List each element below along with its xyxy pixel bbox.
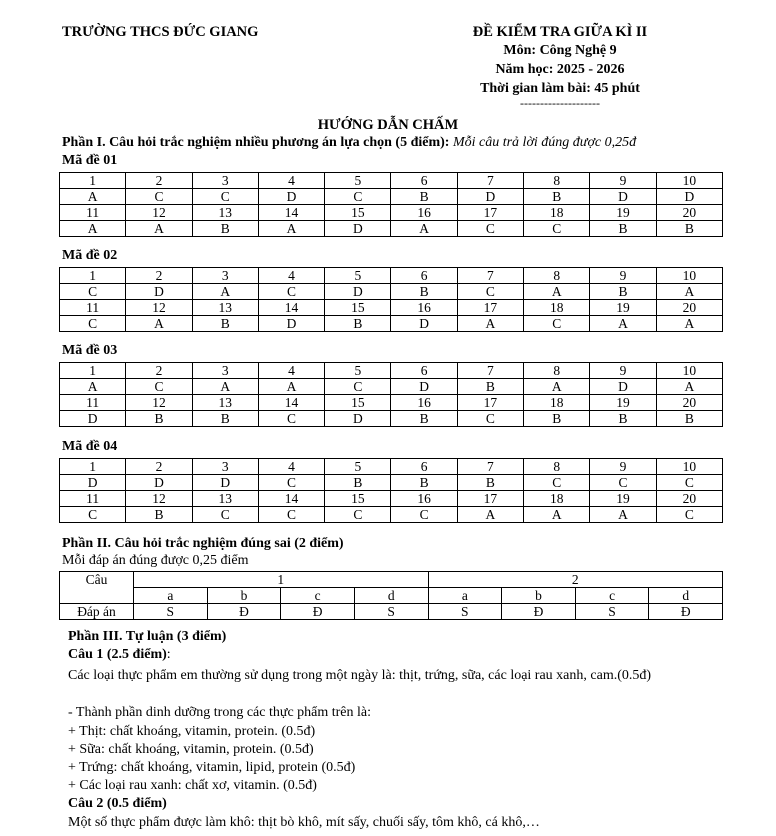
answer-cell: B (325, 475, 391, 491)
question-number-cell: 9 (590, 459, 656, 475)
part1-title-bold: Phần I. Câu hỏi trắc nghiệm nhiều phương án lựa chọn (5 điểm): (62, 135, 450, 150)
q1-heading (68, 647, 171, 663)
answer-table-02 (59, 267, 723, 332)
header-divider: -------------------- (520, 96, 600, 110)
question-number-cell: 17 (457, 395, 523, 411)
code-label-04: Mã đề 04 (62, 439, 118, 454)
question-number-cell: 10 (656, 459, 722, 475)
answer-cell: D (590, 379, 656, 395)
answer-cell: A (656, 284, 722, 300)
answer-cell: A (60, 221, 126, 237)
tf-answer: S (134, 604, 208, 620)
question-number-cell: 15 (325, 300, 391, 316)
answer-cell: B (192, 316, 258, 332)
answer-cell: C (258, 411, 324, 427)
true-false-table (59, 571, 723, 620)
answer-cell: B (126, 507, 192, 523)
answer-row (60, 379, 723, 395)
part1-title-note: Mỗi câu trả lời đúng được 0,25đ (452, 135, 637, 150)
question-number-cell: 5 (325, 459, 391, 475)
tf-answer: S (428, 604, 502, 620)
question-number-cell: 10 (656, 173, 722, 189)
question-number-cell: 6 (391, 459, 457, 475)
answer-cell: A (590, 316, 656, 332)
answer-cell: D (325, 411, 391, 427)
answer-cell: B (524, 411, 590, 427)
question-number-cell: 11 (60, 395, 126, 411)
answer-cell: D (126, 475, 192, 491)
answer-cell: B (192, 411, 258, 427)
answer-cell: C (192, 507, 258, 523)
tf-answer: S (354, 604, 428, 620)
answer-table-04 (59, 458, 723, 523)
answer-cell: C (258, 475, 324, 491)
code-label-02: Mã đề 02 (62, 248, 118, 263)
question-number-cell: 11 (60, 205, 126, 221)
answer-cell: C (391, 507, 457, 523)
answer-cell: D (258, 316, 324, 332)
exam-duration: Thời gian làm bài: 45 phút (480, 81, 640, 96)
tf-answer: Đ (649, 604, 723, 620)
question-number-cell: 5 (325, 363, 391, 379)
answer-cell: C (590, 475, 656, 491)
school-name: TRƯỜNG THCS ĐỨC GIANG (62, 24, 259, 40)
question-number-cell: 2 (126, 173, 192, 189)
answer-cell: A (126, 221, 192, 237)
question-number-cell: 16 (391, 205, 457, 221)
q1-line: + Thịt: chất khoáng, vitamin, protein. (0.5đ) (68, 724, 316, 739)
tf-question-2: 2 (428, 572, 723, 588)
question-number-cell: 7 (457, 363, 523, 379)
tf-sub-item: d (354, 588, 428, 604)
question-number-cell: 5 (325, 268, 391, 284)
q1-title: Câu 1 (2.5 điểm) (68, 647, 167, 662)
tf-answer: S (575, 604, 649, 620)
answer-cell: D (126, 284, 192, 300)
question-number-cell: 7 (457, 459, 523, 475)
answer-table-03 (59, 362, 723, 427)
answer-cell: A (590, 507, 656, 523)
answer-cell: B (325, 316, 391, 332)
answer-cell: B (656, 411, 722, 427)
answer-cell: C (192, 189, 258, 205)
code-label-01: Mã đề 01 (62, 153, 118, 168)
question-number-cell: 13 (192, 491, 258, 507)
question-number-cell: 4 (258, 363, 324, 379)
tf-sub-item: a (428, 588, 502, 604)
answer-cell: A (656, 379, 722, 395)
answer-cell: C (325, 507, 391, 523)
answer-cell: A (192, 379, 258, 395)
q1-colon: : (166, 647, 171, 662)
part2-note: Mỗi đáp án đúng được 0,25 điểm (62, 553, 249, 568)
answer-cell: B (192, 221, 258, 237)
question-number-cell: 15 (325, 205, 391, 221)
code-label-03: Mã đề 03 (62, 343, 118, 358)
answer-cell: A (524, 379, 590, 395)
answer-cell: D (590, 189, 656, 205)
question-number-cell: 4 (258, 173, 324, 189)
question-number-cell: 20 (656, 205, 722, 221)
question-number-cell: 17 (457, 205, 523, 221)
question-number-cell: 10 (656, 363, 722, 379)
question-number-cell: 11 (60, 491, 126, 507)
question-number-cell: 18 (524, 395, 590, 411)
question-number-row (60, 395, 723, 411)
answer-cell: A (258, 221, 324, 237)
answer-cell: A (126, 316, 192, 332)
question-number-cell: 17 (457, 300, 523, 316)
question-number-cell: 14 (258, 395, 324, 411)
question-number-cell: 6 (391, 268, 457, 284)
answer-cell: D (60, 411, 126, 427)
answer-cell: C (457, 221, 523, 237)
answer-cell: C (60, 316, 126, 332)
tf-sub-item: b (502, 588, 576, 604)
answer-cell: A (524, 284, 590, 300)
answer-row (60, 316, 723, 332)
question-number-cell: 7 (457, 173, 523, 189)
question-number-cell: 9 (590, 268, 656, 284)
tf-sub-item: a (134, 588, 208, 604)
question-number-cell: 20 (656, 395, 722, 411)
answer-cell: C (656, 475, 722, 491)
question-number-cell: 19 (590, 491, 656, 507)
answer-cell: B (524, 189, 590, 205)
answer-cell: A (60, 379, 126, 395)
question-number-cell: 18 (524, 300, 590, 316)
question-number-cell: 12 (126, 205, 192, 221)
answer-cell: A (524, 507, 590, 523)
answer-row (60, 284, 723, 300)
tf-answer: Đ (502, 604, 576, 620)
question-number-cell: 6 (391, 173, 457, 189)
question-number-cell: 5 (325, 173, 391, 189)
question-number-cell: 18 (524, 205, 590, 221)
question-number-cell: 3 (192, 363, 258, 379)
question-number-cell: 16 (391, 491, 457, 507)
answer-cell: D (391, 379, 457, 395)
answer-cell: C (60, 284, 126, 300)
answer-cell: C (126, 189, 192, 205)
answer-cell: C (325, 189, 391, 205)
question-number-cell: 11 (60, 300, 126, 316)
question-number-cell: 19 (590, 205, 656, 221)
answer-cell: D (325, 284, 391, 300)
answer-cell: C (656, 507, 722, 523)
answer-cell: A (656, 316, 722, 332)
q1-line: - Thành phần dinh dưỡng trong các thực phẩm trên là: (68, 705, 372, 720)
part3-title: Phần III. Tự luận (3 điểm) (68, 629, 227, 644)
answer-cell: C (524, 221, 590, 237)
answer-cell: C (258, 284, 324, 300)
question-number-row (60, 491, 723, 507)
answer-row (60, 411, 723, 427)
q1-line: + Sữa: chất khoáng, vitamin, protein. (0.5đ) (68, 742, 314, 757)
question-number-cell: 1 (60, 459, 126, 475)
answer-cell: D (325, 221, 391, 237)
answer-cell: C (258, 507, 324, 523)
q2-text: Một số thực phẩm được làm khô: thịt bò khô, mít sấy, chuối sấy, tôm khô, cá khô,… (68, 815, 540, 830)
question-number-cell: 4 (258, 459, 324, 475)
answer-cell: B (457, 475, 523, 491)
answer-cell: B (391, 189, 457, 205)
answer-cell: B (590, 411, 656, 427)
tf-sub-item: c (575, 588, 649, 604)
answer-cell: C (126, 379, 192, 395)
question-number-cell: 1 (60, 173, 126, 189)
answer-cell: B (391, 475, 457, 491)
question-number-cell: 13 (192, 205, 258, 221)
question-number-cell: 10 (656, 268, 722, 284)
question-number-cell: 17 (457, 491, 523, 507)
question-number-cell: 12 (126, 300, 192, 316)
tf-answer-label: Đáp án (60, 604, 134, 620)
question-number-row (60, 363, 723, 379)
question-number-cell: 15 (325, 395, 391, 411)
question-number-cell: 14 (258, 491, 324, 507)
question-number-cell: 16 (391, 395, 457, 411)
question-number-row (60, 173, 723, 189)
question-number-cell: 8 (524, 363, 590, 379)
q1-intro: Các loại thực phẩm em thường sử dụng trong một ngày là: thịt, trứng, sữa, các loại rau xanh, cam.(0.5đ) (68, 668, 652, 683)
question-number-row (60, 205, 723, 221)
question-number-cell: 1 (60, 268, 126, 284)
question-number-cell: 19 (590, 395, 656, 411)
answer-cell: C (60, 507, 126, 523)
answer-row (60, 189, 723, 205)
answer-cell: A (60, 189, 126, 205)
question-number-cell: 8 (524, 459, 590, 475)
question-number-cell: 15 (325, 491, 391, 507)
answer-cell: D (656, 189, 722, 205)
exam-title: ĐỀ KIỂM TRA GIỮA KÌ II (472, 24, 648, 40)
tf-header-question: Câu (60, 572, 134, 604)
answer-cell: D (60, 475, 126, 491)
question-number-cell: 3 (192, 459, 258, 475)
exam-subject: Môn: Công Nghệ 9 (503, 43, 617, 58)
question-number-cell: 12 (126, 491, 192, 507)
question-number-cell: 1 (60, 363, 126, 379)
tf-sub-item: c (281, 588, 355, 604)
question-number-cell: 13 (192, 300, 258, 316)
question-number-cell: 8 (524, 268, 590, 284)
answer-row (60, 507, 723, 523)
question-number-cell: 14 (258, 300, 324, 316)
part1-title (62, 135, 636, 151)
tf-answer: Đ (207, 604, 281, 620)
question-number-cell: 2 (126, 459, 192, 475)
answer-cell: B (457, 379, 523, 395)
question-number-cell: 20 (656, 491, 722, 507)
tf-sub-item: d (649, 588, 723, 604)
tf-question-1: 1 (134, 572, 429, 588)
question-number-cell: 18 (524, 491, 590, 507)
question-number-row (60, 459, 723, 475)
question-number-cell: 3 (192, 173, 258, 189)
answer-row (60, 221, 723, 237)
guide-title: HƯỚNG DẪN CHẤM (317, 117, 459, 133)
answer-cell: B (391, 411, 457, 427)
answer-cell: A (457, 507, 523, 523)
question-number-cell: 16 (391, 300, 457, 316)
q1-line: + Trứng: chất khoáng, vitamin, lipid, protein (0.5đ) (68, 760, 356, 775)
q1-line: + Các loại rau xanh: chất xơ, vitamin. (0.5đ) (68, 778, 317, 793)
question-number-row (60, 268, 723, 284)
question-number-cell: 8 (524, 173, 590, 189)
answer-cell: C (457, 411, 523, 427)
answer-cell: B (590, 221, 656, 237)
question-number-cell: 2 (126, 363, 192, 379)
answer-cell: B (391, 284, 457, 300)
question-number-cell: 14 (258, 205, 324, 221)
answer-cell: D (258, 189, 324, 205)
answer-table-01 (59, 172, 723, 237)
answer-cell: C (524, 316, 590, 332)
question-number-cell: 4 (258, 268, 324, 284)
answer-cell: D (391, 316, 457, 332)
question-number-row (60, 300, 723, 316)
question-number-cell: 6 (391, 363, 457, 379)
school-year: Năm học: 2025 - 2026 (495, 62, 625, 77)
answer-cell: C (325, 379, 391, 395)
q2-title: Câu 2 (0.5 điểm) (68, 796, 167, 811)
answer-cell: A (457, 316, 523, 332)
answer-cell: C (524, 475, 590, 491)
tf-sub-item: b (207, 588, 281, 604)
answer-cell: A (192, 284, 258, 300)
answer-cell: B (590, 284, 656, 300)
question-number-cell: 3 (192, 268, 258, 284)
answer-cell: B (126, 411, 192, 427)
question-number-cell: 19 (590, 300, 656, 316)
question-number-cell: 9 (590, 173, 656, 189)
question-number-cell: 2 (126, 268, 192, 284)
answer-row (60, 475, 723, 491)
question-number-cell: 9 (590, 363, 656, 379)
part2-title: Phần II. Câu hỏi trắc nghiệm đúng sai (2 điểm) (62, 536, 344, 551)
answer-cell: C (457, 284, 523, 300)
answer-cell: A (258, 379, 324, 395)
question-number-cell: 20 (656, 300, 722, 316)
answer-cell: B (656, 221, 722, 237)
question-number-cell: 13 (192, 395, 258, 411)
answer-cell: A (391, 221, 457, 237)
answer-cell: D (192, 475, 258, 491)
question-number-cell: 12 (126, 395, 192, 411)
question-number-cell: 7 (457, 268, 523, 284)
answer-cell: D (457, 189, 523, 205)
tf-answer: Đ (281, 604, 355, 620)
